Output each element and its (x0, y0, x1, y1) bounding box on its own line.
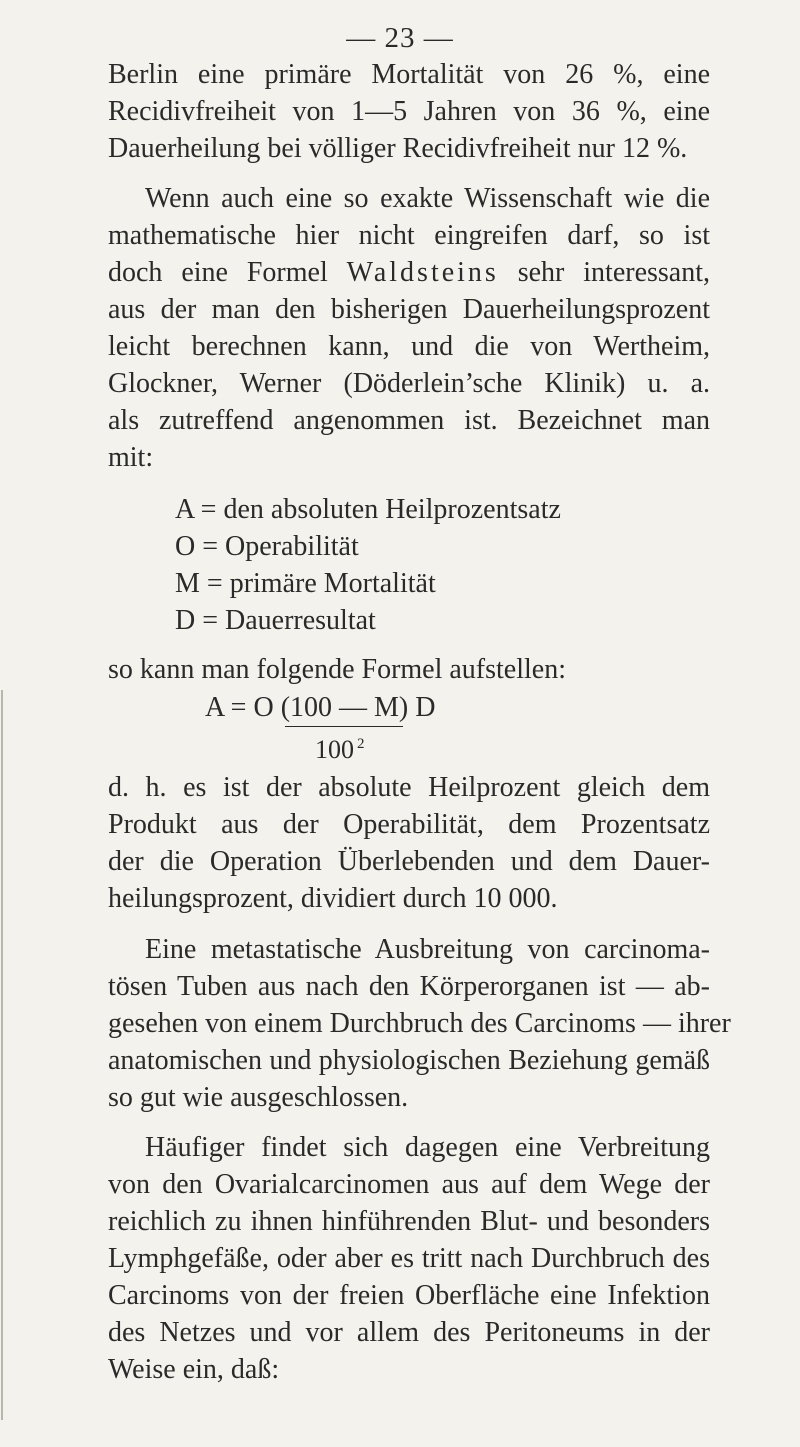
definition-item: M = primäre Mortalität (175, 568, 436, 599)
page-number: — 23 — (346, 22, 454, 54)
text-segment: sehr interessant, (517, 257, 711, 288)
text-segment: doch eine Formel (108, 257, 328, 288)
definition-item: A = den absoluten Heilprozentsatz (175, 494, 561, 525)
formula-denominator (315, 727, 365, 767)
text-line: aus der man den bisherigen Dauerheilungsprozent (108, 294, 710, 325)
text-line: mit: (108, 442, 154, 473)
text-line: Weise ein, daß: (108, 1354, 280, 1385)
text-line: d. h. es ist der absolute Heilprozent gleich dem (108, 772, 710, 803)
text-line: so gut wie ausgeschlossen. (108, 1082, 409, 1113)
text-line: Lymphgefäße, oder aber es tritt nach Durchbruch des (108, 1243, 710, 1274)
paragraph-first-line: Wenn auch eine so exakte Wissenschaft wie die (145, 183, 710, 214)
text-line: Produkt aus der Operabilität, dem Prozentsatz (108, 809, 710, 840)
text-line: leicht berechnen kann, und die von Wertheim, (108, 331, 710, 362)
text-line: Berlin eine primäre Mortalität von 26 %, eine (108, 59, 710, 90)
text-line: heilungsprozent, dividiert durch 10 000. (108, 883, 558, 914)
text-line: von den Ovarialcarcinomen aus auf dem Wege der (108, 1169, 710, 1200)
formula-numerator: A = O (100 — M) D (205, 692, 436, 723)
text-line: Recidivfreiheit von 1—5 Jahren von 36 %, eine (108, 96, 710, 127)
denominator-value: 100 (315, 735, 354, 764)
definition-item: D = Dauerresultat (175, 605, 376, 636)
text-line: Dauerheilung bei völliger Recidivfreiheit nur 12 %. (108, 133, 688, 164)
paragraph-first-line: Eine metastatische Ausbreitung von carcinoma- (145, 934, 710, 965)
text-line: tösen Tuben aus nach den Körperorganen ist — ab- (108, 971, 710, 1002)
text-line: gesehen von einem Durchbruch des Carcinoms — ihrer (108, 1008, 731, 1039)
text-line: anatomischen und physiologischen Beziehung gemäß (108, 1045, 710, 1076)
paragraph-first-line: Häufiger findet sich dagegen eine Verbreitung (145, 1132, 710, 1163)
text-line: der die Operation Überlebenden und dem Dauer- (108, 846, 710, 877)
author-name-spaced: Waldsteins (346, 257, 499, 288)
text-line: als zutreffend angenommen ist. Bezeichnet man (108, 405, 710, 436)
text-line: reichlich zu ihnen hinführenden Blut- und besonders (108, 1206, 710, 1237)
page-margin-edge (1, 690, 3, 1420)
text-line: Glockner, Werner (Döderlein’sche Klinik) u. a. (108, 368, 710, 399)
denominator-exponent: 2 (357, 736, 365, 752)
text-line (108, 255, 710, 291)
text-line: mathematische hier nicht eingreifen darf, so ist (108, 220, 710, 251)
text-line: des Netzes und vor allem des Peritoneums in der (108, 1317, 710, 1348)
text-line: Carcinoms von der freien Oberfläche eine Infektion (108, 1280, 710, 1311)
definition-item: O = Operabilität (175, 531, 359, 562)
formula-intro: so kann man folgende Formel aufstellen: (108, 654, 566, 685)
